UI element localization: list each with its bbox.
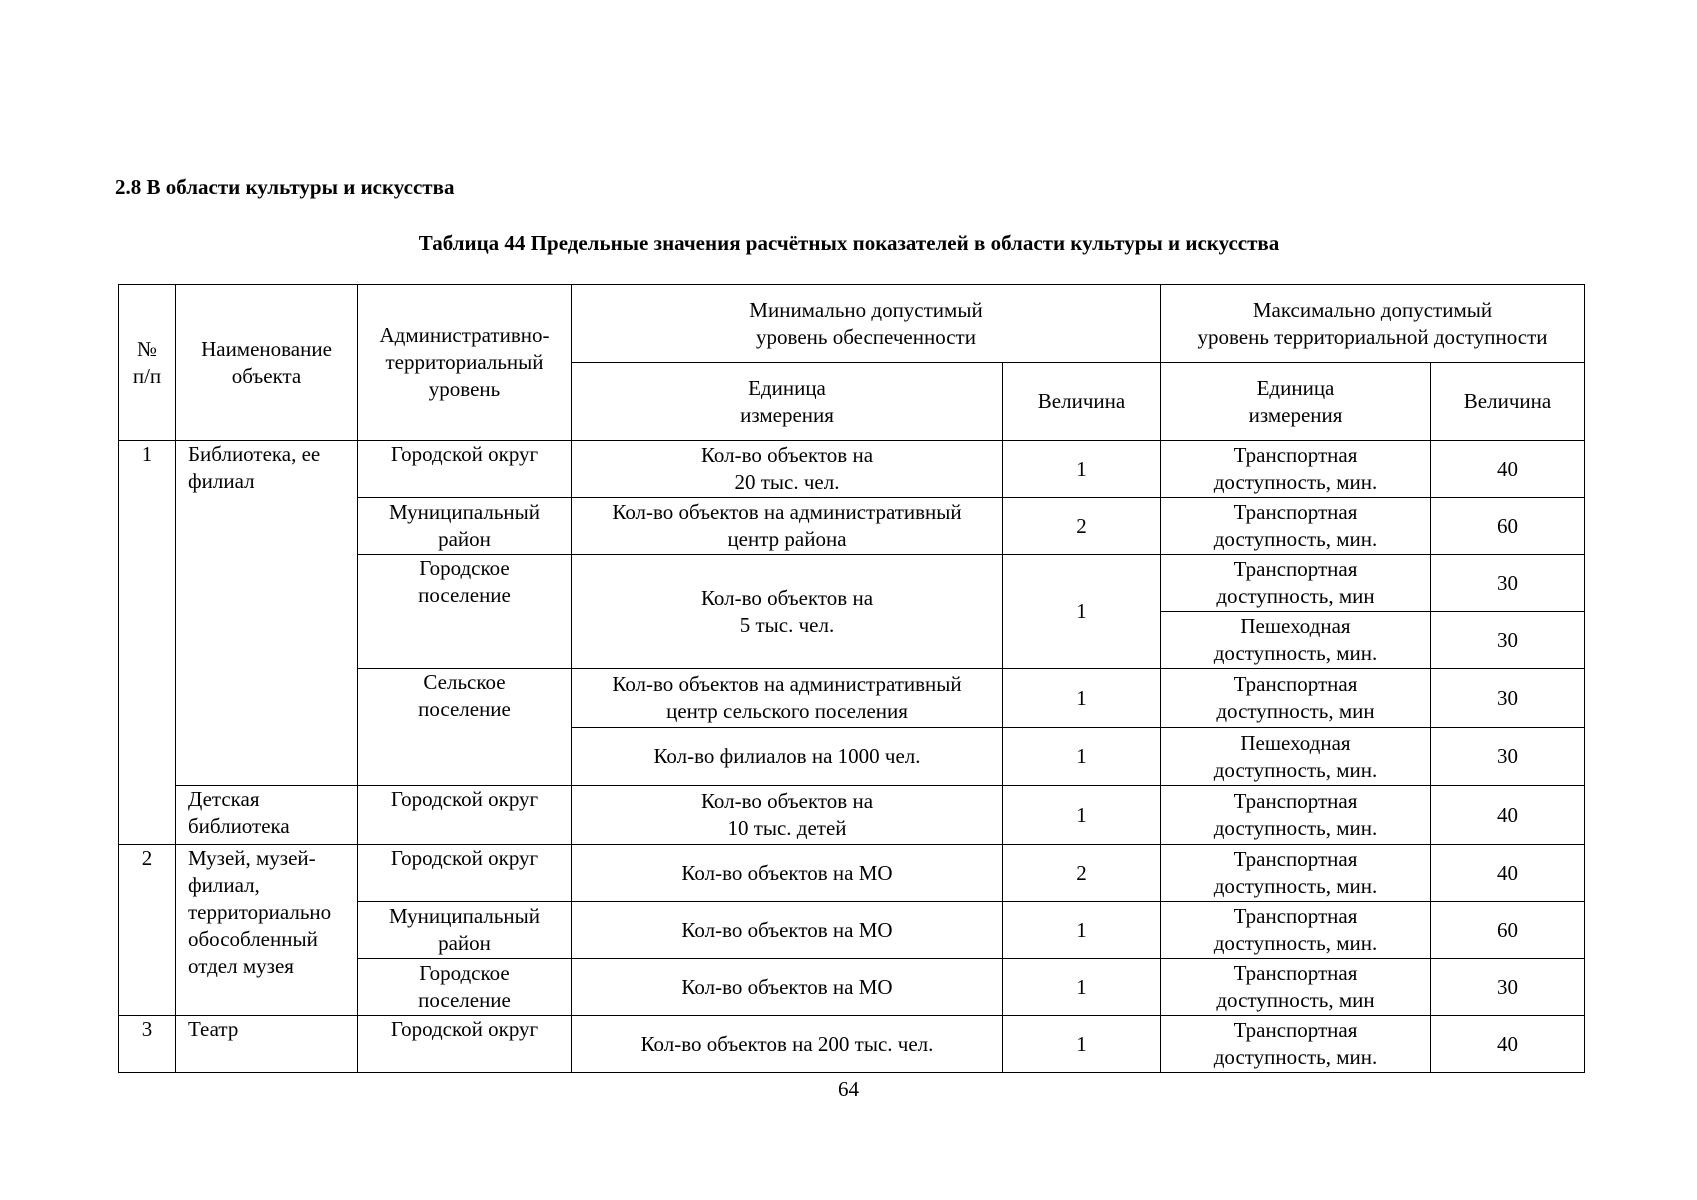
- header-name: Наименование объекта: [176, 285, 358, 441]
- admin-level: Городское поселение: [358, 555, 572, 669]
- min-unit: Кол-во объектов на 20 тыс. чел.: [572, 441, 1003, 498]
- max-unit: Транспортная доступность, мин.: [1161, 845, 1431, 902]
- min-unit: Кол-во объектов на МО: [572, 902, 1003, 959]
- section-heading: 2.8 В области культуры и искусства: [115, 175, 455, 199]
- max-unit: Транспортная доступность, мин: [1161, 555, 1431, 612]
- min-value: 1: [1003, 441, 1161, 498]
- min-value: 2: [1003, 845, 1161, 902]
- table-caption: Таблица 44 Предельные значения расчётных показателей в области культуры и искусства: [418, 231, 1280, 255]
- max-unit: Транспортная доступность, мин: [1161, 959, 1431, 1016]
- max-value: 40: [1431, 441, 1585, 498]
- admin-level: Городской округ: [358, 786, 572, 845]
- min-value: 1: [1003, 902, 1161, 959]
- min-unit: Кол-во объектов на административный центр района: [572, 498, 1003, 555]
- max-value: 30: [1431, 959, 1585, 1016]
- table-row: [119, 786, 1585, 845]
- admin-level: Городское поселение: [358, 959, 572, 1016]
- row-num: 1: [119, 441, 176, 845]
- max-value: 60: [1431, 902, 1585, 959]
- max-unit: Транспортная доступность, мин.: [1161, 1016, 1431, 1073]
- admin-level: Городской округ: [358, 845, 572, 902]
- min-value: 1: [1003, 555, 1161, 669]
- header-level: Административно- территориальный уровень: [358, 285, 572, 441]
- min-unit: Кол-во объектов на 5 тыс. чел.: [572, 555, 1003, 669]
- culture-norms-table: [118, 284, 1585, 1073]
- max-value: 40: [1431, 1016, 1585, 1073]
- admin-level: Сельское поселение: [358, 669, 572, 786]
- min-value: 2: [1003, 498, 1161, 555]
- max-value: 30: [1431, 555, 1585, 612]
- max-unit: Пешеходная доступность, мин.: [1161, 728, 1431, 786]
- max-unit: Транспортная доступность, мин: [1161, 669, 1431, 728]
- min-value: 1: [1003, 669, 1161, 728]
- min-value: 1: [1003, 1016, 1161, 1073]
- header-max-unit: Единица измерения: [1161, 363, 1431, 441]
- max-value: 30: [1431, 728, 1585, 786]
- min-value: 1: [1003, 786, 1161, 845]
- admin-level: Городской округ: [358, 441, 572, 498]
- min-value: 1: [1003, 728, 1161, 786]
- max-unit: Транспортная доступность, мин.: [1161, 786, 1431, 845]
- max-unit: Транспортная доступность, мин.: [1161, 902, 1431, 959]
- object-name: Детская библиотека: [176, 786, 358, 845]
- header-max-group: Максимально допустимый уровень территориальной доступности: [1161, 285, 1585, 363]
- min-unit: Кол-во объектов на МО: [572, 959, 1003, 1016]
- header-num: № п/п: [119, 285, 176, 441]
- table-row: [119, 1016, 1585, 1073]
- max-value: 60: [1431, 498, 1585, 555]
- row-num: 2: [119, 845, 176, 1016]
- admin-level: Муниципальный район: [358, 902, 572, 959]
- min-unit: Кол-во объектов на 10 тыс. детей: [572, 786, 1003, 845]
- header-min-value: Величина: [1003, 363, 1161, 441]
- admin-level: Муниципальный район: [358, 498, 572, 555]
- header-row-group: [119, 285, 1585, 363]
- header-min-group: Минимально допустимый уровень обеспеченности: [572, 285, 1161, 363]
- max-value: 40: [1431, 845, 1585, 902]
- admin-level: Городской округ: [358, 1016, 572, 1073]
- min-unit: Кол-во объектов на 200 тыс. чел.: [572, 1016, 1003, 1073]
- table-row: [119, 845, 1585, 902]
- page-number: 64: [838, 1077, 859, 1101]
- object-name: Музей, музей- филиал, территориально обособленный отдел музея: [176, 845, 358, 1016]
- table-row: [119, 441, 1585, 498]
- min-value: 1: [1003, 959, 1161, 1016]
- min-unit: Кол-во объектов на МО: [572, 845, 1003, 902]
- max-value: 30: [1431, 669, 1585, 728]
- object-name: Библиотека, ее филиал: [176, 441, 358, 786]
- row-num: 3: [119, 1016, 176, 1073]
- max-value: 40: [1431, 786, 1585, 845]
- min-unit: Кол-во филиалов на 1000 чел.: [572, 728, 1003, 786]
- header-min-unit: Единица измерения: [572, 363, 1003, 441]
- object-name: Театр: [176, 1016, 358, 1073]
- max-unit: Пешеходная доступность, мин.: [1161, 612, 1431, 669]
- min-unit: Кол-во объектов на административный центр сельского поселения: [572, 669, 1003, 728]
- header-max-value: Величина: [1431, 363, 1585, 441]
- max-value: 30: [1431, 612, 1585, 669]
- max-unit: Транспортная доступность, мин.: [1161, 498, 1431, 555]
- max-unit: Транспортная доступность, мин.: [1161, 441, 1431, 498]
